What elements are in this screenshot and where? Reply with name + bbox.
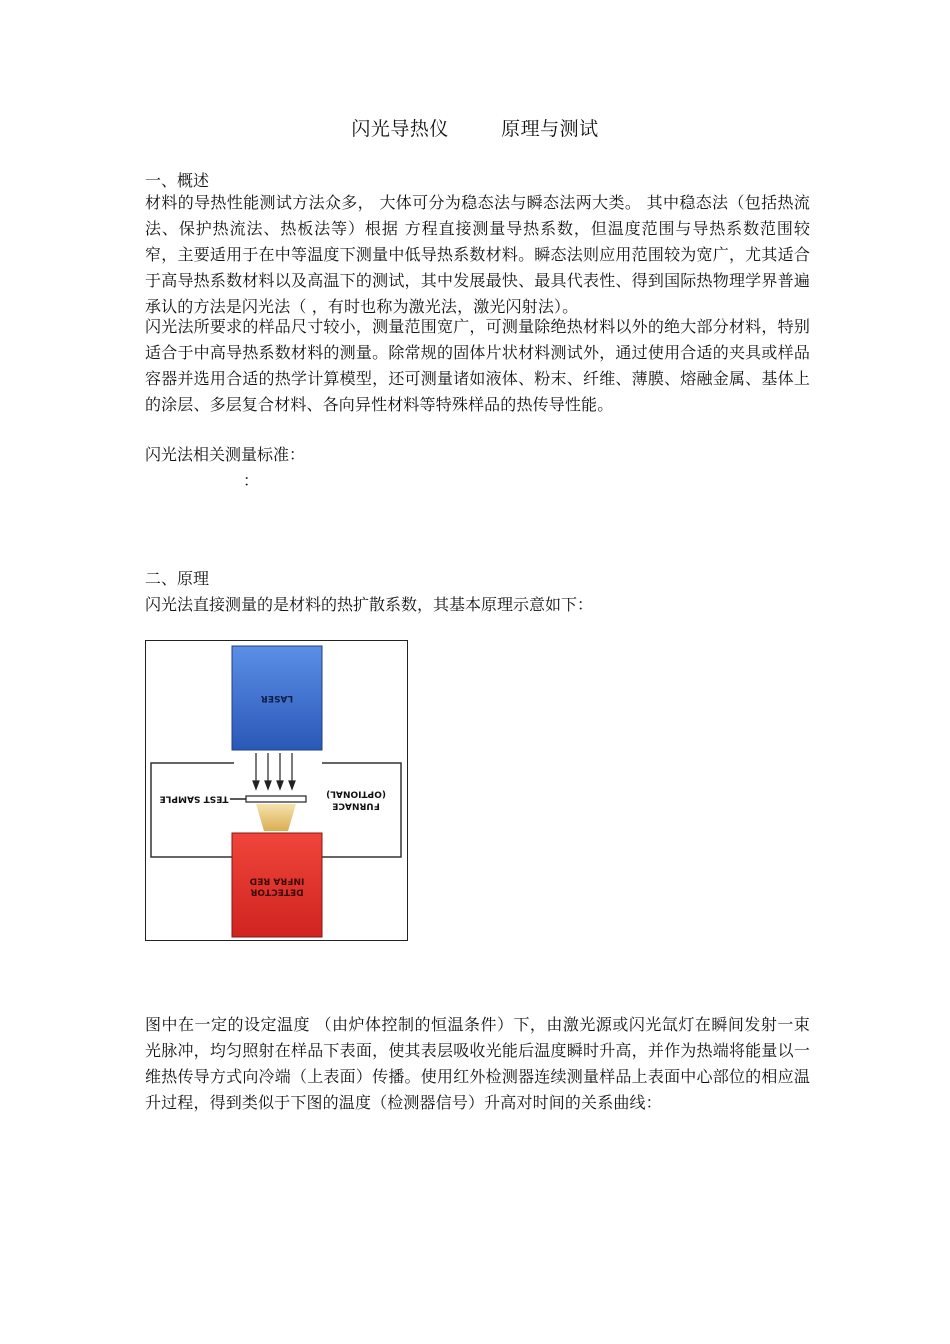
detector-label-line2: DETECTOR xyxy=(250,886,304,897)
furnace-label: FURNACE xyxy=(332,800,380,811)
section-heading-principle: 二、原理 xyxy=(145,569,210,588)
principle-intro: 闪光法直接测量的是材料的热扩散系数，其基本原理示意如下： xyxy=(145,595,594,614)
detector-label-line1: INFRA RED xyxy=(249,875,305,886)
laser-label: LASER xyxy=(260,693,294,703)
optional-label: (OPTIONAL) xyxy=(326,788,386,799)
principle-diagram-svg xyxy=(146,641,408,941)
standards-colon: ： xyxy=(243,471,260,490)
emission-cone xyxy=(256,804,296,831)
standards-label: 闪光法相关测量标准： xyxy=(145,445,306,464)
principle-paragraph: 图中在一定的设定温度 （由炉体控制的恒温条件）下，由激光源或闪光氙灯在瞬间发射一束光脉冲，均匀照射在样品下表面，使其表层吸收光能后温度瞬时升高，并作为热端将能量以一维热传导方式向冷端（上表面）传播。使用红外检测器连续测量样品上表面中心部位的相应温升过程，得到类似于下图的温度（检测器信号）升高对时间的关系曲线： xyxy=(145,1015,810,1112)
overview-paragraph-1: 材料的导热性能测试方法众多， 大体可分为稳态法与瞬态法两大类。 其中稳态法（包括热流法、保护热流法、热板法等）根据 方程直接测量导热系数，但温度范围与导热系数范围较窄，主要适用于在中等温度下测量中低导热系数材料。瞬态法则应用范围较为宽广，尤其适合于高导热系数材料以及高温下的测试，其中发展最快、最具代表性、得到国际热物理学界普遍承认的方法是闪光法（ ，有时也称为激光法，激光闪射法）。 xyxy=(145,193,810,316)
furnace-outline xyxy=(151,763,234,857)
overview-paragraph-2: 闪光法所要求的样品尺寸较小，测量范围宽广，可测量除绝热材料以外的绝大部分材料，特别适合于中高导热系数材料的测量。除常规的固体片状材料测试外，通过使用合适的夹具或样品容器并选用合适的热学计算模型，还可测量诸如液体、粉末、纤维、薄膜、熔融金属、基体上的涂层、多层复合材料、各向异性材料等特殊样品的热传导性能。 xyxy=(145,317,810,414)
section-heading-overview: 一、概述 xyxy=(145,171,210,190)
principle-diagram xyxy=(145,640,408,941)
sample-label: TEST SAMPLE xyxy=(159,793,229,804)
laser-arrows xyxy=(253,753,295,789)
page-title: 闪光导热仪 原理与测试 xyxy=(351,118,599,140)
test-sample xyxy=(246,796,306,802)
